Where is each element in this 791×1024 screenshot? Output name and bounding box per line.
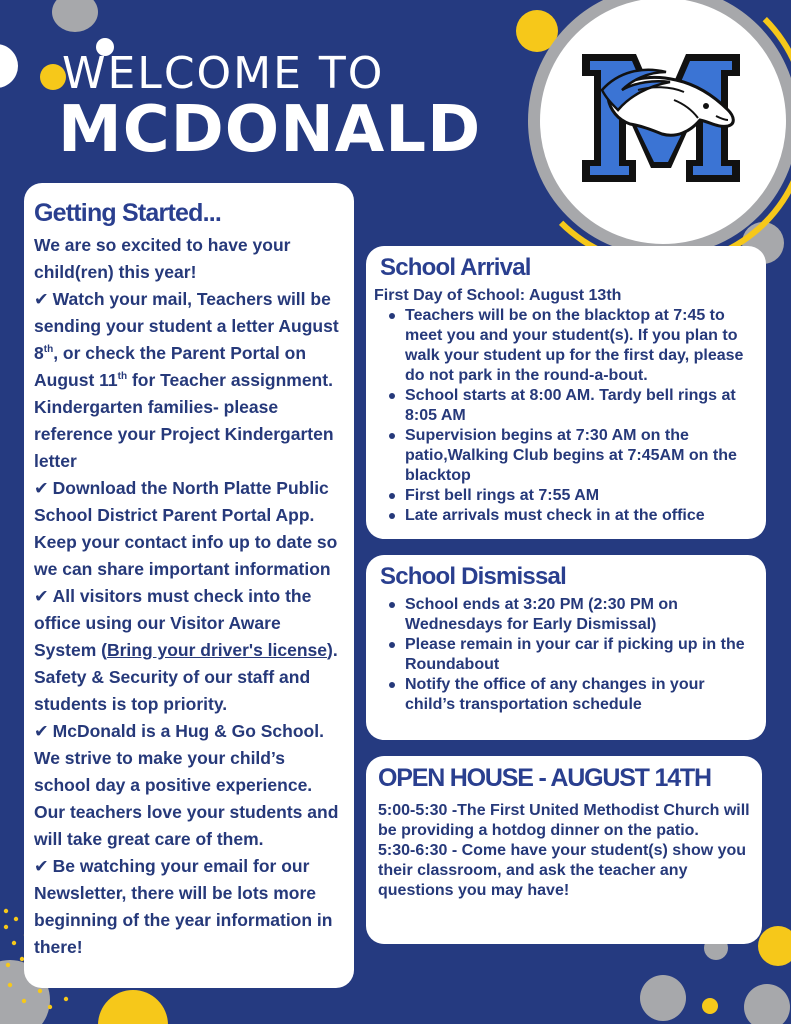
ordinal-suffix: th <box>117 371 128 383</box>
checkmark-icon: ✔ <box>34 721 49 741</box>
list-item: Supervision begins at 7:30 AM on the patio,Walking Club begins at 7:45AM on the blacktop <box>374 426 758 486</box>
checkmark-icon: ✔ <box>34 478 49 498</box>
decor-dot-yellow-right <box>758 926 791 966</box>
checklist-item-newsletter <box>34 853 346 961</box>
arrival-list <box>374 306 758 526</box>
checklist-item-parent-portal <box>34 475 346 583</box>
checklist-item-mail <box>34 286 346 475</box>
decor-dot-gray-bottom <box>640 975 686 1021</box>
item-text: McDonald is a Hug & Go School. We strive to make your child’s school day a positive experience. Our teachers love your students and will take great care of them. <box>34 721 339 849</box>
open-house-dinner-text: 5:00-5:30 -The First United Methodist Church will be providing a hotdog dinner on the patio. <box>378 802 750 839</box>
first-day-subtitle: First Day of School: August 13th <box>374 287 622 304</box>
open-house-title: OPEN HOUSE - AUGUST 14TH <box>378 764 711 792</box>
checklist-item-hug-and-go <box>34 718 346 853</box>
item-text: ). Safety & Security of our staff and students is top priority. <box>34 640 338 714</box>
checkmark-icon: ✔ <box>34 289 49 309</box>
mustang-m-logo <box>578 50 744 186</box>
item-text: All visitors must check into the office using our Visitor Aware System ( <box>34 586 312 660</box>
checkmark-icon: ✔ <box>34 586 49 606</box>
list-item: School starts at 8:00 AM. Tardy bell rings at 8:05 AM <box>374 386 758 426</box>
school-dismissal-card <box>366 555 766 740</box>
item-text: for Teacher assignment. Kindergarten families- please reference your Project Kindergarten letter <box>34 370 334 471</box>
getting-started-card <box>24 183 354 988</box>
list-item: School ends at 3:20 PM (2:30 PM on Wednesdays for Early Dismissal) <box>374 595 758 635</box>
item-text: Download the North Platte Public School District Parent Portal App. Keep your contact info up to date so we can share important information <box>34 478 338 579</box>
open-house-card <box>366 756 762 944</box>
welcome-heading: WELCOME TO <box>62 48 385 99</box>
open-house-classroom-text: 5:30-6:30 - Come have your student(s) show you their classroom, and ask the teacher any questions you may have! <box>378 842 747 899</box>
decor-dot-gray <box>52 0 98 32</box>
decor-dot-yellow-bottom-left <box>98 990 168 1024</box>
decor-dot-white <box>0 44 18 88</box>
intro-text: We are so excited to have your child(ren) this year! <box>34 235 291 282</box>
list-item: Please remain in your car if picking up in the Roundabout <box>374 635 758 675</box>
drivers-license-link[interactable]: Bring your driver's license <box>106 640 328 660</box>
ordinal-suffix: th <box>43 344 54 356</box>
school-name-heading: MCDONALD <box>58 93 482 167</box>
item-text: Watch your mail, Teachers will be sending your student a letter August 8 <box>34 289 339 363</box>
list-item: Teachers will be on the blacktop at 7:45 to meet you and your student(s). If you plan to walk your student up for the first day, please do not park in the round-a-bout. <box>374 306 758 386</box>
decor-dot-yellow-tiny <box>702 998 718 1014</box>
decor-dot-gray-bottom-right <box>744 984 790 1024</box>
item-text: , or check the Parent Portal on August 11 <box>34 343 307 390</box>
list-item: Late arrivals must check in at the office <box>374 506 758 526</box>
checkmark-icon: ✔ <box>34 856 49 876</box>
school-arrival-card <box>366 246 766 539</box>
dismissal-list <box>374 595 758 715</box>
school-dismissal-title: School Dismissal <box>380 563 566 590</box>
item-text: Be watching your email for our Newsletter, there will be lots more beginning of the year information in there! <box>34 856 333 957</box>
school-arrival-title: School Arrival <box>380 254 531 281</box>
checklist-item-visitors <box>34 583 346 718</box>
list-item: Notify the office of any changes in your child’s transportation schedule <box>374 675 758 715</box>
getting-started-title: Getting Started... <box>34 199 222 227</box>
getting-started-body <box>34 232 346 961</box>
list-item: First bell rings at 7:55 AM <box>374 486 758 506</box>
